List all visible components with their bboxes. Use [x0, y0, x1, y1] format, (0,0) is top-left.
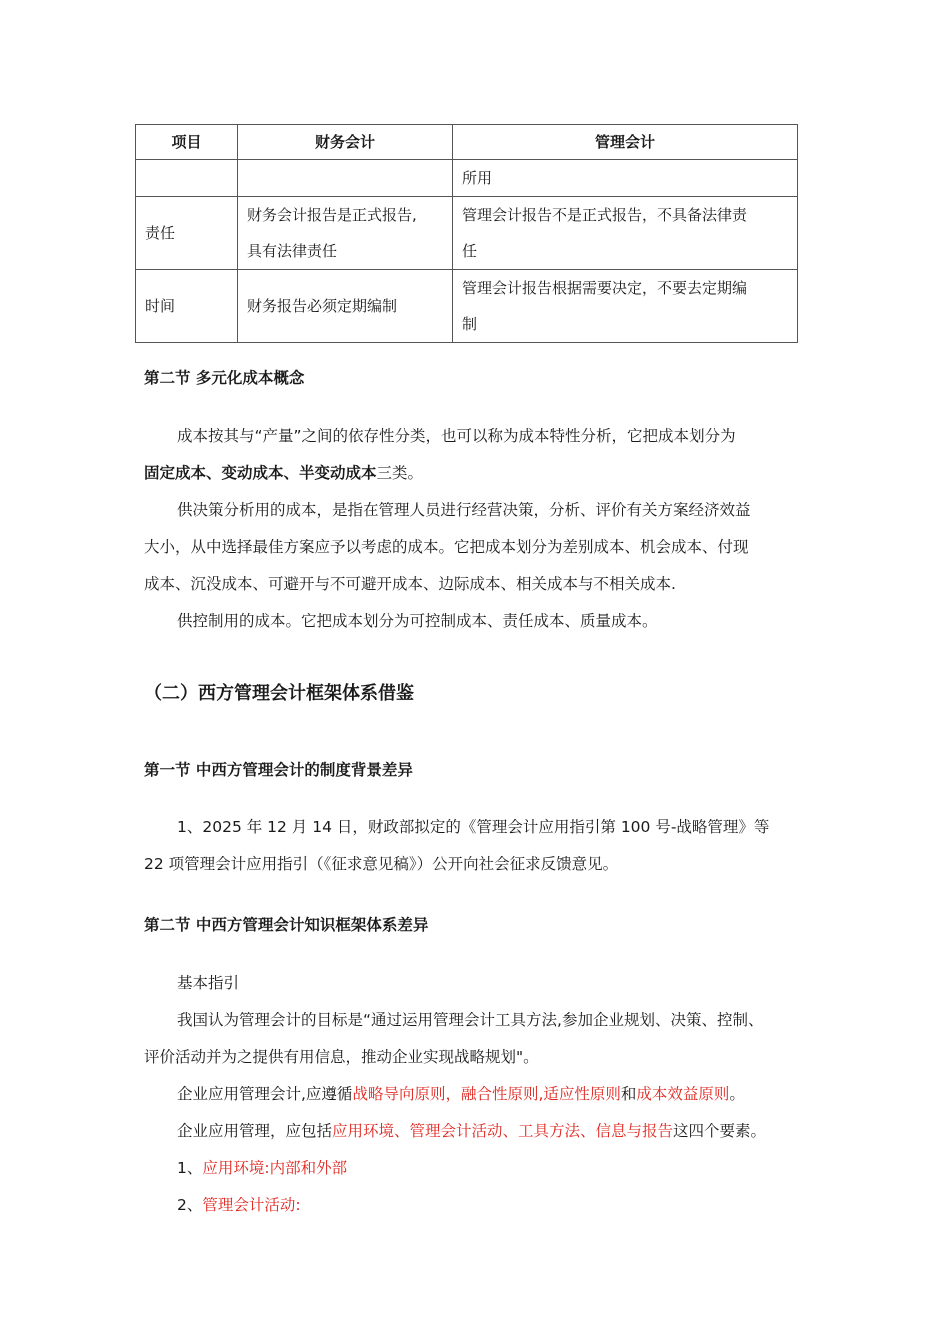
- text-span: 这四个要素。: [673, 1122, 767, 1140]
- list-number: 2、: [177, 1196, 203, 1214]
- paragraph-line: 基本指引: [177, 974, 240, 992]
- paragraph-line: [177, 1076, 745, 1113]
- red-text: 成本效益原则: [636, 1085, 730, 1103]
- header-management: 管理会计: [453, 125, 798, 160]
- table-cell: [238, 197, 453, 270]
- text-span: 和: [620, 1085, 637, 1103]
- header-financial: 财务会计: [238, 125, 453, 160]
- paragraph-line: 评价活动并为之提供有用信息，推动企业实现战略规划"。: [144, 1048, 539, 1066]
- text-span: 三类。: [376, 464, 424, 482]
- paragraph-line: [144, 455, 423, 492]
- table-cell: 所用: [453, 160, 798, 197]
- section-heading-framework: 第二节 中西方管理会计知识框架体系差异: [144, 916, 429, 934]
- table-cell: [453, 270, 798, 343]
- part-heading: （二）西方管理会计框架体系借鉴: [144, 683, 414, 704]
- text-span: 企业应用管理，应包括: [177, 1122, 333, 1140]
- header-item: 项目: [136, 125, 238, 160]
- paragraph-line: 供控制用的成本。它把成本划分为可控制成本、责任成本、质量成本。: [177, 612, 658, 630]
- bold-text: 固定成本、变动成本、半变动成本: [144, 464, 377, 482]
- paragraph-line: 1、2025 年 12 月 14 日，财政部拟定的《管理会计应用指引第 100 号-战略管理》等: [177, 818, 770, 836]
- red-text: 应用环境、管理会计活动、工具方法、信息与报告: [332, 1122, 674, 1140]
- red-text: 应用环境:内部和外部: [202, 1159, 348, 1177]
- table-cell: [136, 160, 238, 197]
- paragraph-line: 成本、沉没成本、可避开与不可避开成本、边际成本、相关成本与不相关成本.: [144, 575, 676, 593]
- section-heading-background: 第一节 中西方管理会计的制度背景差异: [144, 761, 413, 779]
- paragraph-line: 我国认为管理会计的目标是“通过运用管理会计工具方法,参加企业规划、决策、控制、: [177, 1011, 764, 1029]
- cell-line: 管理会计报告不是正式报告，不具备法律责: [462, 206, 748, 224]
- text-span: 。: [729, 1085, 745, 1103]
- paragraph-line: 22 项管理会计应用指引（《征求意见稿》）公开向社会征求反馈意见。: [144, 855, 619, 873]
- paragraph-line: [177, 1113, 766, 1150]
- red-text: 适应性原则: [543, 1085, 621, 1103]
- paragraph-line: 供决策分析用的成本，是指在管理人员进行经营决策，分析、评价有关方案经济效益: [177, 501, 751, 519]
- red-text: 管理会计活动:: [202, 1196, 301, 1214]
- list-item: [177, 1187, 301, 1224]
- cell-line: 任: [462, 242, 478, 260]
- table-row: [136, 160, 798, 197]
- text-span: 企业应用管理会计,应遵循: [177, 1085, 353, 1103]
- table-row: [136, 197, 798, 270]
- red-text: 战略导向原则，融合性原则,: [352, 1085, 544, 1103]
- table-cell: 责任: [136, 197, 238, 270]
- table-header-row: [136, 125, 798, 160]
- comparison-table: [135, 124, 798, 343]
- section-heading-cost: 第二节 多元化成本概念: [144, 369, 305, 387]
- table-cell: [238, 160, 453, 197]
- paragraph-line: 大小，从中选择最佳方案应予以考虑的成本。它把成本划分为差别成本、机会成本、付现: [144, 538, 749, 556]
- table-cell: [453, 197, 798, 270]
- list-item: [177, 1150, 347, 1187]
- table-row: [136, 270, 798, 343]
- cell-line: 制: [462, 315, 478, 333]
- cell-line: 具有法律责任: [247, 242, 338, 260]
- table-cell: 财务报告必须定期编制: [238, 270, 453, 343]
- paragraph-line: 成本按其与“产量”之间的依存性分类，也可以称为成本特性分析，它把成本划分为: [177, 427, 736, 445]
- cell-line: 财务会计报告是正式报告,: [247, 206, 417, 224]
- list-number: 1、: [177, 1159, 203, 1177]
- table-cell: 时间: [136, 270, 238, 343]
- cell-line: 管理会计报告根据需要决定，不要去定期编: [462, 279, 748, 297]
